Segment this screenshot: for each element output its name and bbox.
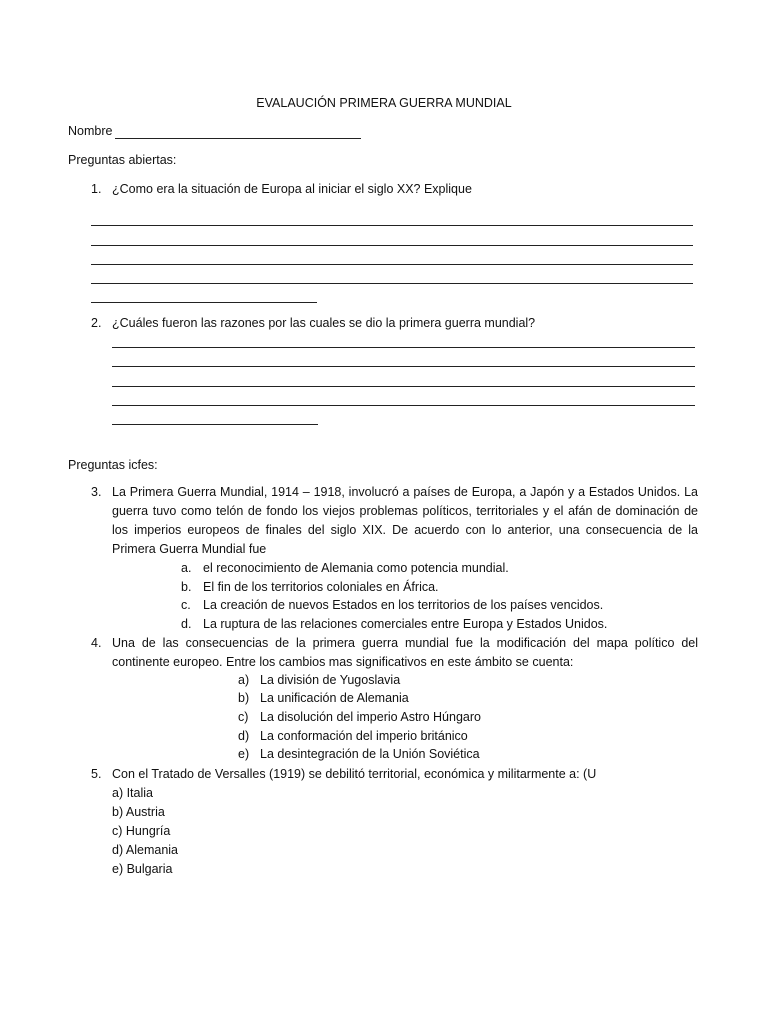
q1-answer-line[interactable] xyxy=(91,264,693,265)
name-label: Nombre xyxy=(68,124,113,138)
q5-text: Con el Tratado de Versalles (1919) se debilitó territorial, económica y militarmente a: (U xyxy=(112,767,597,781)
q3-option-letter[interactable]: a. xyxy=(181,561,192,575)
q3-option-letter[interactable]: c. xyxy=(181,598,191,612)
q5-option[interactable]: a) Italia xyxy=(112,786,153,800)
q4-option-letter[interactable]: e) xyxy=(238,747,250,761)
q3-option-text[interactable]: el reconocimiento de Alemania como potencia mundial. xyxy=(203,561,509,575)
q2-answer-line[interactable] xyxy=(112,366,695,367)
q1-text: ¿Como era la situación de Europa al iniciar el siglo XX? Explique xyxy=(112,182,472,196)
q4-option-text[interactable]: La división de Yugoslavia xyxy=(260,673,401,687)
q3-option-text[interactable]: La ruptura de las relaciones comerciales entre Europa y Estados Unidos. xyxy=(203,617,608,631)
q5-option[interactable]: b) Austria xyxy=(112,805,165,819)
q4-text: Una de las consecuencias de la primera guerra mundial fue la modificación del mapa político del continente europeo. Entre los cambios mas significativos en este ámbito se cuenta: xyxy=(112,636,698,669)
q4-option-text[interactable]: La desintegración de la Unión Soviética xyxy=(260,747,480,761)
q3-option-letter[interactable]: b. xyxy=(181,580,192,594)
name-answer-line[interactable] xyxy=(115,138,361,139)
q2-number: 2. xyxy=(91,316,102,330)
q3-text: La Primera Guerra Mundial, 1914 – 1918, involucró a países de Europa, a Japón y a Estados Unidos. La guerra tuvo como telón de fondo los viejos problemas políticos, territoriales y el afán de dominación de los imperios europeos de finales del siglo XIX. De acuerdo con lo anterior, una consecuencia de la Primera Guerra Mundial fue xyxy=(112,485,698,556)
q3-option-text[interactable]: La creación de nuevos Estados en los territorios de los países vencidos. xyxy=(203,598,604,612)
q4-option-letter[interactable]: c) xyxy=(238,710,249,724)
q1-answer-line[interactable] xyxy=(91,225,693,226)
q2-answer-line[interactable] xyxy=(112,405,695,406)
q4-option-letter[interactable]: b) xyxy=(238,691,250,705)
q4-number: 4. xyxy=(91,636,102,650)
q4-option-letter[interactable]: d) xyxy=(238,729,250,743)
q1-answer-line[interactable] xyxy=(91,302,317,303)
q2-answer-line[interactable] xyxy=(112,386,695,387)
page-title: EVALAUCIÓN PRIMERA GUERRA MUNDIAL xyxy=(256,96,512,110)
q3-option-letter[interactable]: d. xyxy=(181,617,192,631)
q2-answer-line[interactable] xyxy=(112,424,318,425)
q3-number: 3. xyxy=(91,485,102,499)
section-open-heading: Preguntas abiertas: xyxy=(68,153,177,167)
q2-answer-line[interactable] xyxy=(112,347,695,348)
q1-answer-line[interactable] xyxy=(91,245,693,246)
q1-answer-line[interactable] xyxy=(91,283,693,284)
q2-text: ¿Cuáles fueron las razones por las cuales se dio la primera guerra mundial? xyxy=(112,316,536,330)
q5-option[interactable]: c) Hungría xyxy=(112,824,171,838)
q5-option[interactable]: e) Bulgaria xyxy=(112,862,173,876)
section-icfes-heading: Preguntas icfes: xyxy=(68,458,158,472)
q4-option-text[interactable]: La conformación del imperio británico xyxy=(260,729,468,743)
q5-option[interactable]: d) Alemania xyxy=(112,843,179,857)
q1-number: 1. xyxy=(91,182,102,196)
q4-option-text[interactable]: La disolución del imperio Astro Húngaro xyxy=(260,710,481,724)
q4-option-letter[interactable]: a) xyxy=(238,673,250,687)
q3-option-text[interactable]: El fin de los territorios coloniales en África. xyxy=(203,580,439,594)
q4-option-text[interactable]: La unificación de Alemania xyxy=(260,691,409,705)
q5-number: 5. xyxy=(91,767,102,781)
